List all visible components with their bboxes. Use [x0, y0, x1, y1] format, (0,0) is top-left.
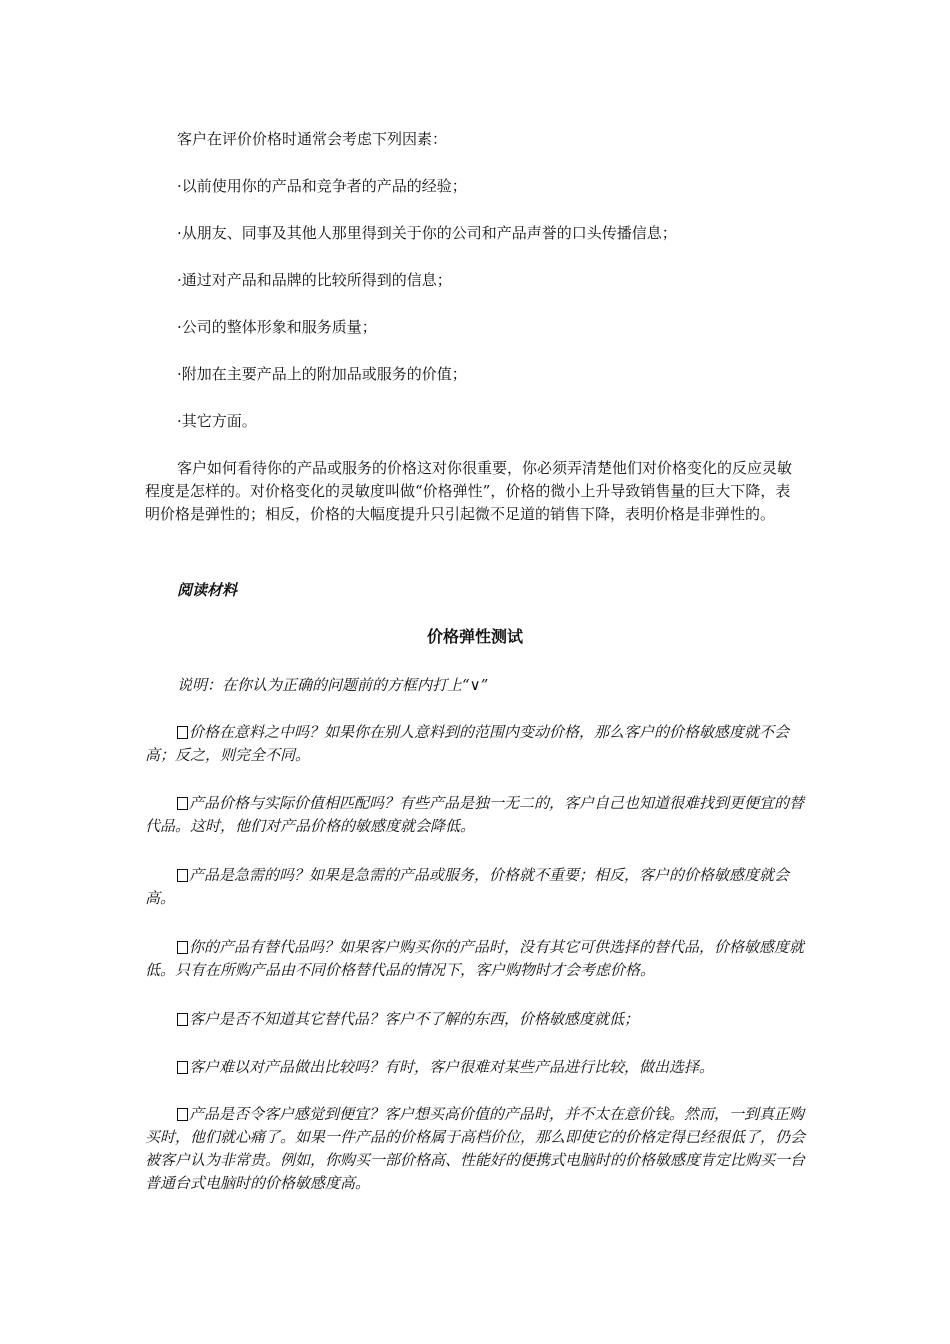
checkbox-icon[interactable] [177, 941, 188, 954]
question-text: 产品是急需的吗？如果是急需的产品或服务，价格就不重要；相反，客户的价格敏感度就会高。 [145, 866, 790, 907]
checkbox-icon[interactable] [177, 1061, 188, 1074]
factor-item-1: ·以前使用你的产品和竞争者的产品的经验； [177, 177, 467, 195]
question-text: 产品是否令客户感觉到便宜？客户想买高价值的产品时，并不太在意价钱。然而，一到真正购买时，他们就心痛了。如果一件产品的价格属于高档价位，那么即使它的价格定得已经很低了，仍会被客户认为非常贵。例如，你购买一部价格高、性能好的便携式电脑时的价格敏感度肯定比购买一台普通台式电脑时的价格敏感度高。 [145, 1105, 806, 1192]
question-item [145, 864, 805, 910]
question-text: 产品价格与实际价值相匹配吗？有些产品是独一无二的，客户自己也知道很难找到更便宜的替代品。这时，他们对产品价格的敏感度就会降低。 [145, 794, 805, 835]
question-text: 你的产品有替代品吗？如果客户购买你的产品时，没有其它可供选择的替代品，价格敏感度就低。只有在所购产品由不同价格替代品的情况下，客户购物时才会考虑价格。 [145, 938, 805, 979]
checkbox-icon[interactable] [177, 1108, 188, 1121]
factor-item-2: ·从朋友、同事及其他人那里得到关于你的公司和产品声誉的口头传播信息； [177, 224, 677, 242]
intro-text: 客户在评价价格时通常会考虑下列因素： [177, 130, 448, 148]
checkbox-icon[interactable] [177, 726, 188, 739]
factor-item-5: ·附加在主要产品上的附加品或服务的价值； [177, 365, 467, 383]
question-item [145, 1056, 805, 1079]
factor-item-6: ·其它方面。 [177, 412, 257, 430]
checkbox-icon[interactable] [177, 1013, 188, 1026]
test-title: 价格弹性测试 [426, 627, 523, 646]
question-item [145, 792, 805, 838]
question-item [145, 1008, 805, 1031]
question-item [145, 936, 805, 982]
checkbox-icon[interactable] [177, 869, 188, 882]
factor-item-4: ·公司的整体形象和服务质量； [177, 318, 377, 336]
question-text: 客户是否不知道其它替代品？客户不了解的东西，价格敏感度就低； [189, 1010, 640, 1028]
checkbox-icon[interactable] [177, 797, 188, 810]
question-text: 价格在意料之中吗？如果你在别人意料到的范围内变动价格，那么客户的价格敏感度就不会高；反之，则完全不同。 [145, 723, 790, 764]
question-item [145, 721, 805, 767]
factor-item-3: ·通过对产品和品牌的比较所得到的信息； [177, 271, 452, 289]
elasticity-paragraph: 客户如何看待你的产品或服务的价格这对你很重要，你必须弄清楚他们对价格变化的反应灵敏程度是怎样的。对价格变化的灵敏度叫做“价格弹性”，价格的微小上升导致销售量的巨大下降，表明价格是弹性的；相反，价格的大幅度提升只引起微不足道的销售下降，表明价格是非弹性的。 [145, 459, 793, 523]
question-item [145, 1103, 805, 1195]
instruction-text: 说明：在你认为正确的问题前的方框内打上“∨” [177, 676, 489, 694]
question-text: 客户难以对产品做出比较吗？有时，客户很难对某些产品进行比较，做出选择。 [189, 1058, 715, 1076]
reading-material-label: 阅读材料 [177, 581, 238, 599]
